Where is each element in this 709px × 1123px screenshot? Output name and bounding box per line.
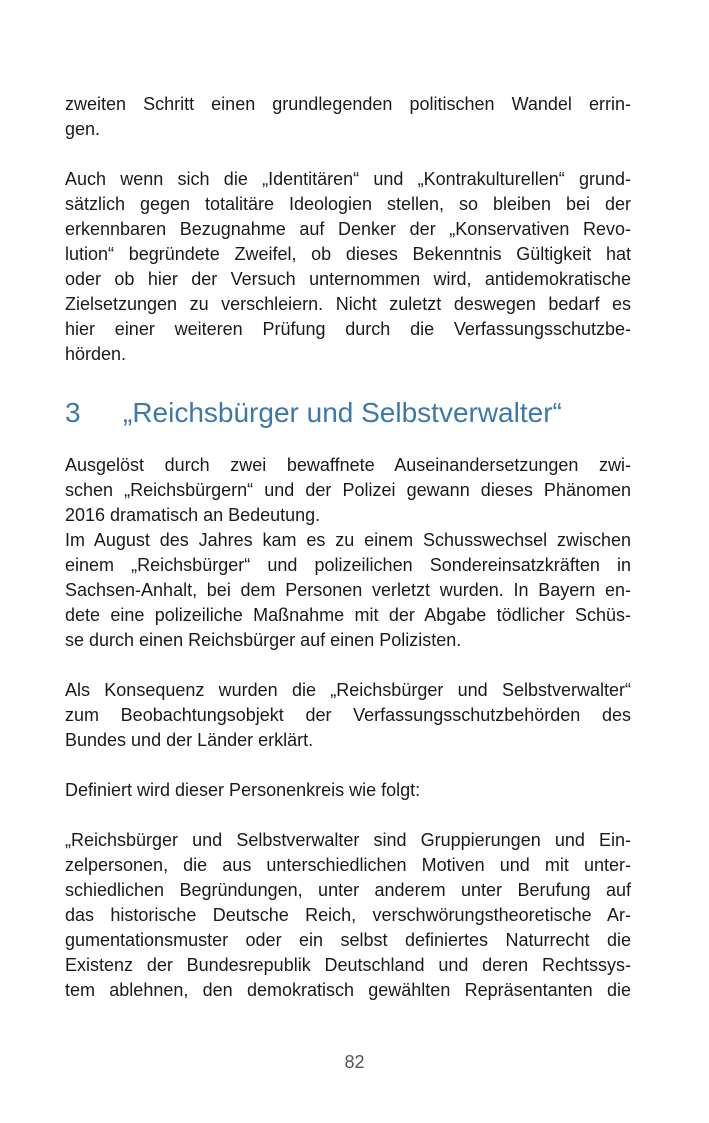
page-content [65,92,631,1003]
text-line: hier einer weiteren Prüfung durch die Verfassungsschutzbe- [65,319,631,339]
text-line: zum Beobachtungsobjekt der Verfassungsschutzbehörden des [65,705,631,725]
text-line: zelpersonen, die aus unterschiedlichen Motiven und mit unter- [65,855,631,875]
text-line: tem ablehnen, den demokratisch gewählten Repräsentanten die [65,980,631,1000]
text-line: sätzlich gegen totalitäre Ideologien stellen, so bleiben bei der [65,194,631,214]
text-line: Als Konsequenz wurden die „Reichsbürger und Selbstverwalter“ [65,680,631,700]
paragraph-6 [65,778,631,803]
text-line: Zielsetzungen zu verschleiern. Nicht zuletzt deswegen bedarf es [65,294,631,314]
paragraph-4 [65,528,631,653]
section-title: „Reichsbürger und Selbstverwalter“ [123,397,562,428]
text-line: Definiert wird dieser Personenkreis wie folgt: [65,780,421,800]
text-line: Im August des Jahres kam es zu einem Schusswechsel zwischen [65,530,631,550]
text-line: lution“ begründete Zweifel, ob dieses Bekenntnis Gültigkeit hat [65,244,631,264]
paragraph-gap [65,803,631,828]
paragraph-gap [65,142,631,167]
text-line: Auch wenn sich die „Identitären“ und „Kontrakulturellen“ grund- [65,169,631,189]
paragraph-gap [65,653,631,678]
text-line: hörden. [65,344,127,364]
text-line: Bundes und der Länder erklärt. [65,730,314,750]
text-line: Existenz der Bundesrepublik Deutschland und deren Rechtssys- [65,955,631,975]
text-line: zweiten Schritt einen grundlegenden politischen Wandel errin- [65,94,631,114]
text-line: 2016 dramatisch an Bedeutung. [65,505,321,525]
paragraph-1 [65,92,631,142]
text-line: erkennbaren Bezugnahme auf Denker der „Konservativen Revo- [65,219,631,239]
text-line: gen. [65,119,101,139]
paragraph-3 [65,453,631,528]
text-line: dete eine polizeiliche Maßnahme mit der Abgabe tödlicher Schüs- [65,605,631,625]
text-line: oder ob hier der Versuch unternommen wird, antidemokratische [65,269,631,289]
text-line: se durch einen Reichsbürger auf einen Polizisten. [65,630,462,650]
section-heading [65,393,631,433]
text-line: schiedlichen Begründungen, unter anderem unter Berufung auf [65,880,631,900]
text-line: Ausgelöst durch zwei bewaffnete Auseinandersetzungen zwi- [65,455,631,475]
paragraph-gap [65,753,631,778]
paragraph-5 [65,678,631,753]
paragraph-2 [65,167,631,367]
text-line: das historische Deutsche Reich, verschwörungstheoretische Ar- [65,905,631,925]
text-line: einem „Reichsbürger“ und polizeilichen Sondereinsatzkräften in [65,555,631,575]
section-number: 3 [65,397,81,428]
text-line: schen „Reichsbürgern“ und der Polizei gewann dieses Phänomen [65,480,631,500]
page-number: 82 [344,1052,365,1072]
text-line: gumentationsmuster oder ein selbst definiertes Naturrecht die [65,930,631,950]
text-line: „Reichsbürger und Selbstverwalter sind Gruppierungen und Ein- [65,830,631,850]
text-line: Sachsen-Anhalt, bei dem Personen verletzt wurden. In Bayern en- [65,580,631,600]
paragraph-7 [65,828,631,1003]
